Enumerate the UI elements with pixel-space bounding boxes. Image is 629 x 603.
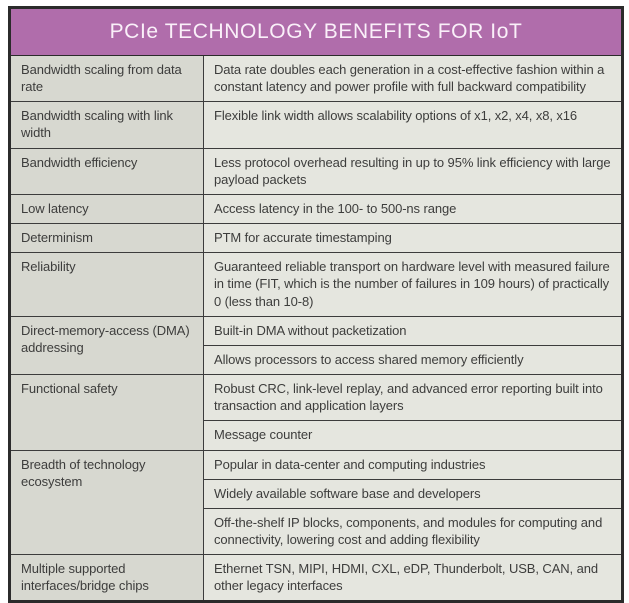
detail-cell: Off-the-shelf IP blocks, components, and modules for computing and connectivity, lowering cost and adding flexibility	[204, 508, 623, 554]
feature-cell: Determinism	[10, 224, 204, 253]
table-row	[10, 375, 623, 421]
feature-cell: Breadth of technology ecosystem	[10, 450, 204, 555]
table-title: PCIe TECHNOLOGY BENEFITS FOR IoT	[10, 8, 623, 56]
detail-cell: Robust CRC, link-level replay, and advanced error reporting built into transaction and application layers	[204, 375, 623, 421]
detail-cell: Popular in data-center and computing industries	[204, 450, 623, 479]
detail-cell: Guaranteed reliable transport on hardware level with measured failure in time (FIT, which is the number of failures in 109 hours) of practically 0 (less than 10-8)	[204, 253, 623, 316]
table-row	[10, 194, 623, 223]
detail-cell: Access latency in the 100- to 500-ns range	[204, 194, 623, 223]
feature-cell: Functional safety	[10, 375, 204, 450]
table-row	[10, 56, 623, 102]
detail-cell: Flexible link width allows scalability options of x1, x2, x4, x8, x16	[204, 102, 623, 148]
feature-cell: Reliability	[10, 253, 204, 316]
feature-cell: Direct-memory-access (DMA) addressing	[10, 316, 204, 374]
table-row	[10, 253, 623, 316]
pcie-benefits-table	[8, 6, 624, 603]
table-row	[10, 224, 623, 253]
detail-cell: Widely available software base and developers	[204, 479, 623, 508]
feature-cell: Multiple supported interfaces/bridge chips	[10, 555, 204, 602]
detail-cell: Built-in DMA without packetization	[204, 316, 623, 345]
table-row	[10, 102, 623, 148]
detail-cell: Ethernet TSN, MIPI, HDMI, CXL, eDP, Thunderbolt, USB, CAN, and other legacy interfaces	[204, 555, 623, 602]
feature-cell: Bandwidth scaling with link width	[10, 102, 204, 148]
detail-cell: Less protocol overhead resulting in up to 95% link efficiency with large payload packets	[204, 148, 623, 194]
detail-cell: PTM for accurate timestamping	[204, 224, 623, 253]
detail-cell: Allows processors to access shared memory efficiently	[204, 345, 623, 374]
table-row	[10, 450, 623, 479]
table-row	[10, 148, 623, 194]
feature-cell: Low latency	[10, 194, 204, 223]
detail-cell: Message counter	[204, 421, 623, 450]
table-row	[10, 555, 623, 602]
feature-cell: Bandwidth efficiency	[10, 148, 204, 194]
title-row	[10, 8, 623, 56]
detail-cell: Data rate doubles each generation in a cost-effective fashion within a constant latency and power profile with full backward compatibility	[204, 56, 623, 102]
table-row	[10, 316, 623, 345]
feature-cell: Bandwidth scaling from data rate	[10, 56, 204, 102]
